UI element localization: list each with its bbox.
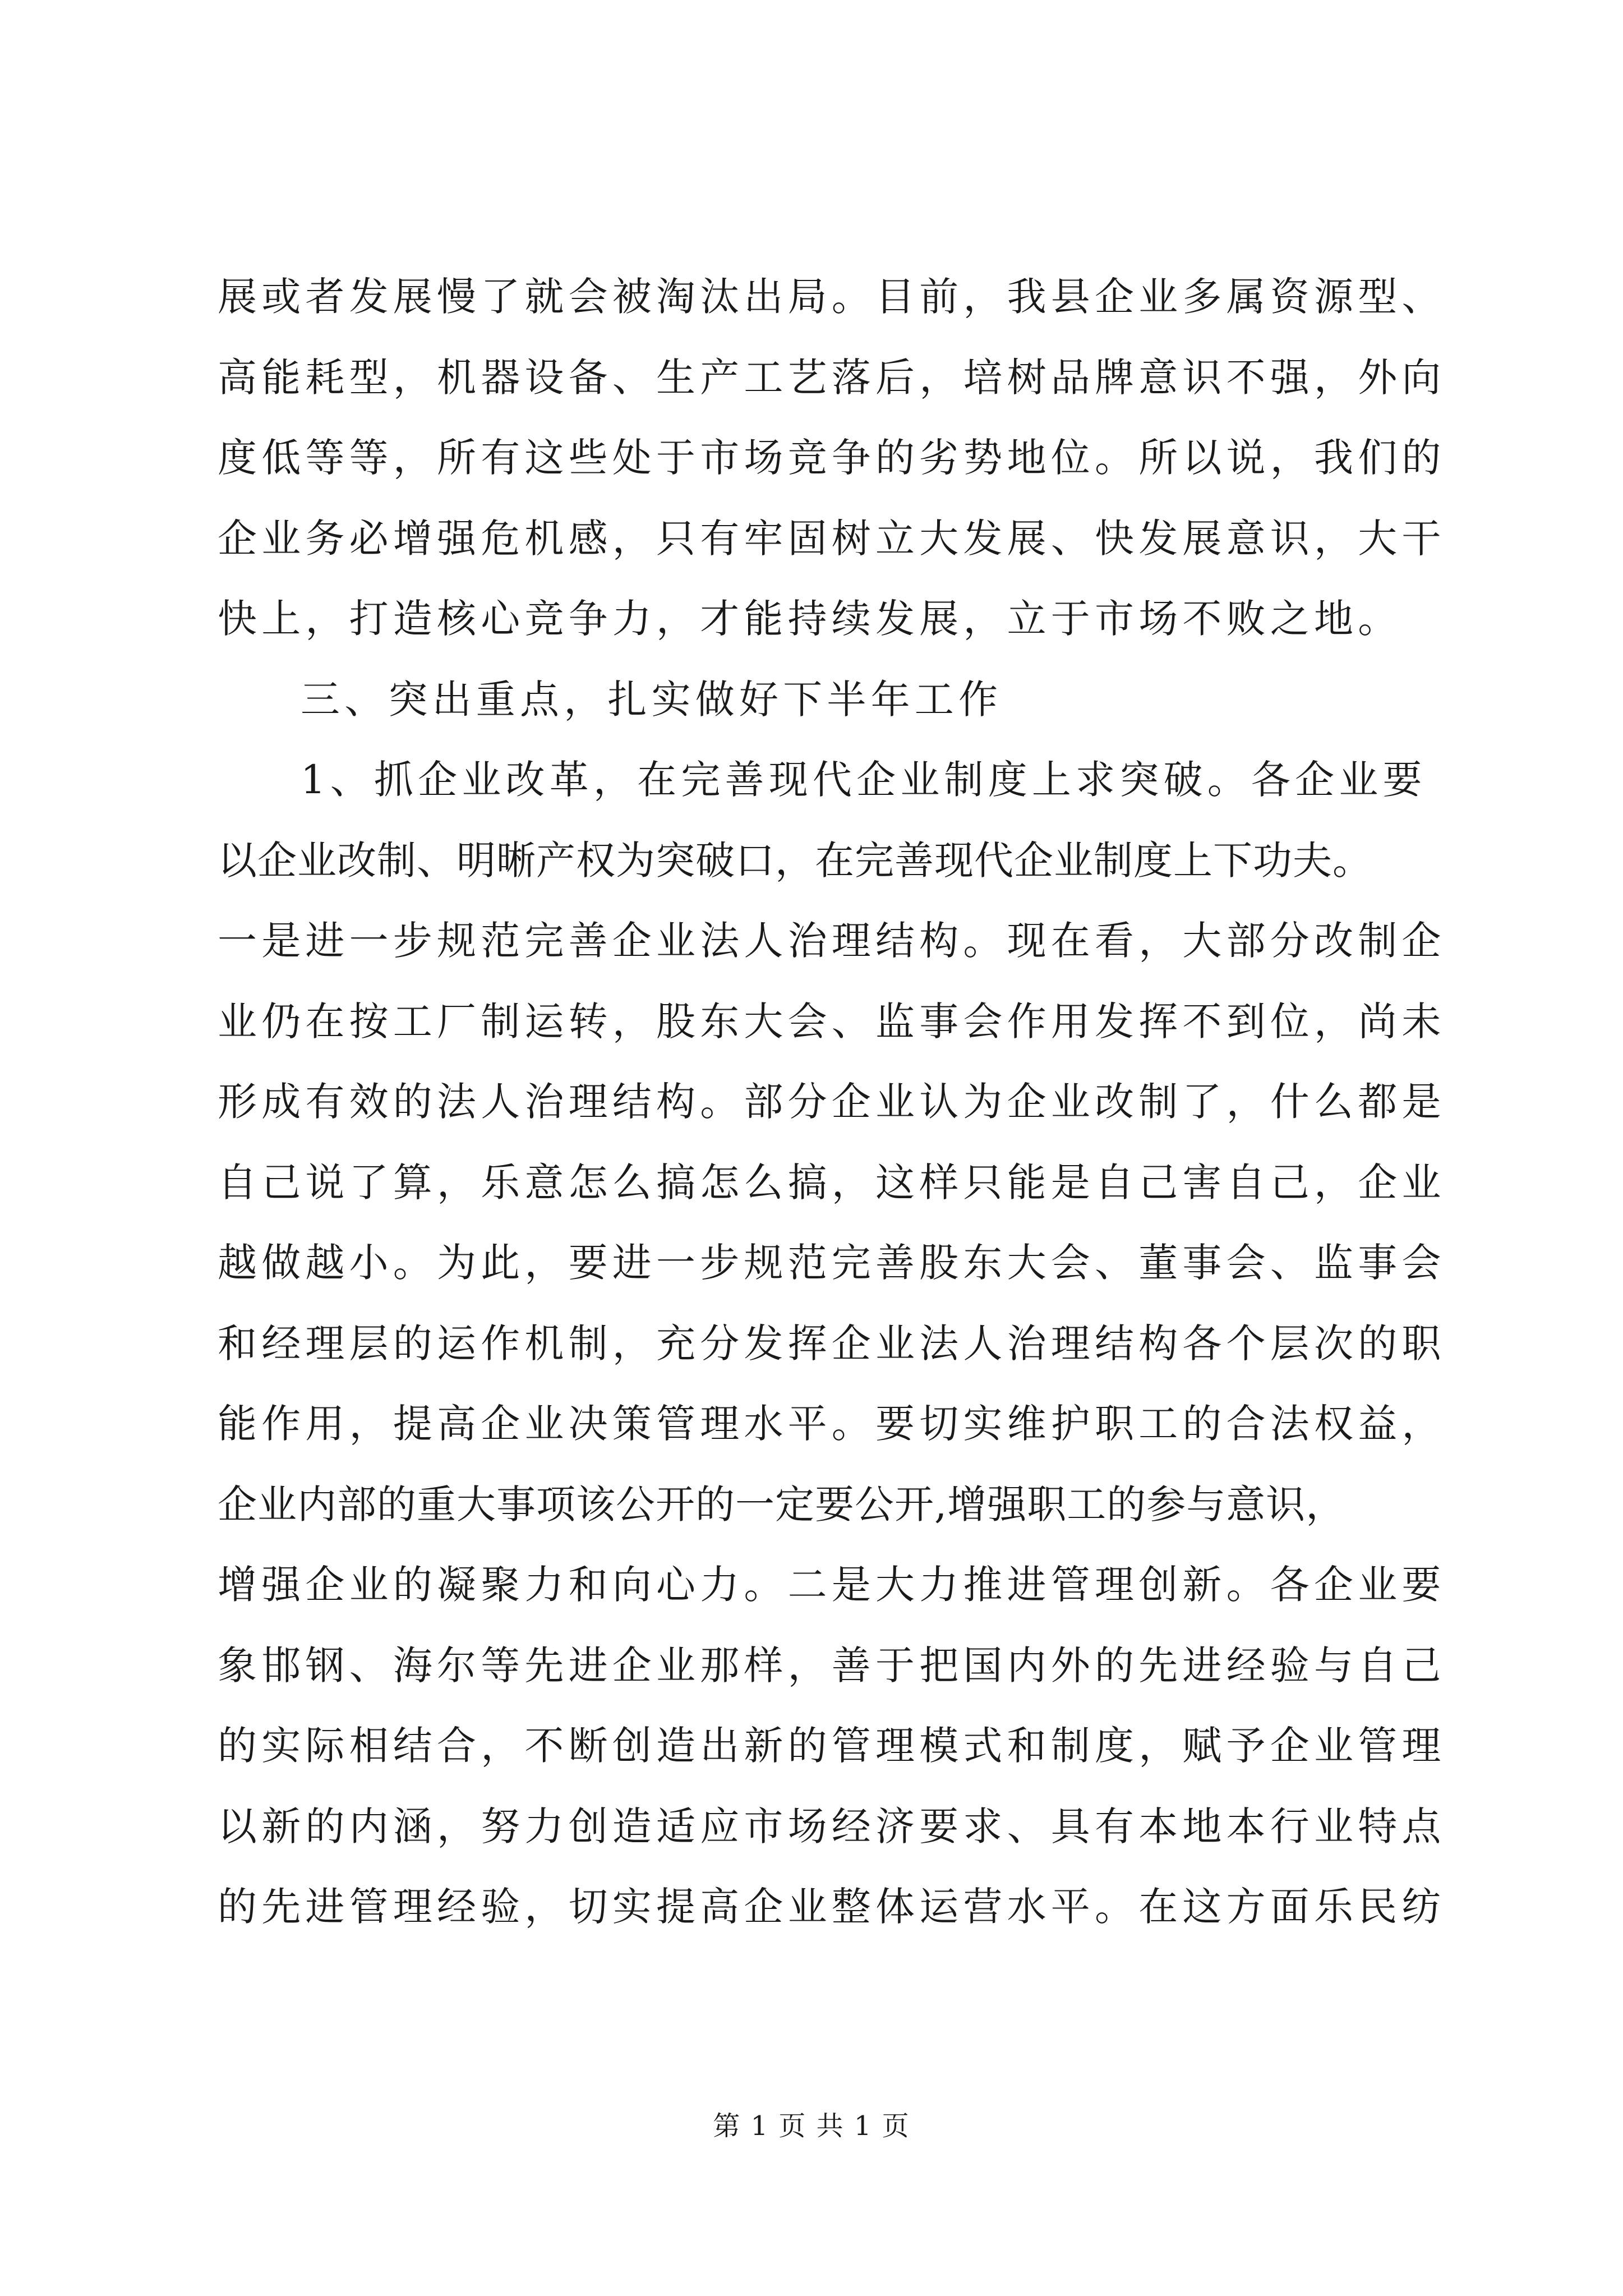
paragraph-line: 高能耗型，机器设备、生产工艺落后，培树品牌意识不强，外向 — [218, 354, 1446, 401]
paragraph-line: 越做越小。为此，要进一步规范完善股东大会、董事会、监事会 — [218, 1240, 1446, 1286]
paragraph-line: 业仍在按工厂制运转，股东大会、监事会作用发挥不到位，尚未 — [218, 998, 1446, 1045]
paragraph-line: 一是进一步规范完善企业法人治理结构。现在看，大部分改制企 — [218, 918, 1446, 964]
paragraph-line: 形成有效的法人治理结构。部分企业认为企业改制了，什么都是 — [218, 1079, 1446, 1125]
section-heading: 三、突出重点，扎实做好下半年工作 — [301, 676, 1003, 723]
paragraph-line: 1、抓企业改革，在完善现代企业制度上求突破。各企业要 — [301, 757, 1427, 803]
paragraph-line: 企业内部的重大事项该公开的一定要公开,增强职工的参与意识， — [218, 1481, 1346, 1527]
page-footer: 第 1 页 共 1 页 — [713, 2110, 910, 2142]
paragraph-line: 增强企业的凝聚力和向心力。二是大力推进管理创新。各企业要 — [218, 1562, 1446, 1608]
paragraph-line: 的先进管理经验，切实提高企业整体运营水平。在这方面乐民纺 — [218, 1884, 1446, 1930]
paragraph-line: 企业务必增强危机感，只有牢固树立大发展、快发展意识，大干 — [218, 515, 1446, 562]
paragraph-line: 以企业改制、明晰产权为突破口，在完善现代企业制度上下功夫。 — [218, 837, 1372, 884]
paragraph-line: 和经理层的运作机制，充分发挥企业法人治理结构各个层次的职 — [218, 1320, 1446, 1366]
document-body — [218, 257, 1446, 1948]
paragraph-line: 能作用，提高企业决策管理水平。要切实维护职工的合法权益， — [218, 1401, 1446, 1447]
paragraph-line: 快上，打造核心竞争力，才能持续发展，立于市场不败之地。 — [218, 596, 1402, 642]
paragraph-line: 象邯钢、海尔等先进企业那样，善于把国内外的先进经验与自己 — [218, 1642, 1446, 1688]
paragraph-line: 自己说了算，乐意怎么搞怎么搞，这样只能是自己害自己，企业 — [218, 1159, 1446, 1205]
paragraph-line: 以新的内涵，努力创造适应市场经济要求、具有本地本行业特点 — [218, 1803, 1446, 1849]
paragraph-line: 度低等等，所有这些处于市场竞争的劣势地位。所以说，我们的 — [218, 435, 1446, 481]
paragraph-line: 的实际相结合，不断创造出新的管理模式和制度，赋予企业管理 — [218, 1723, 1446, 1769]
paragraph-line: 展或者发展慢了就会被淘汰出局。目前，我县企业多属资源型、 — [218, 274, 1446, 320]
